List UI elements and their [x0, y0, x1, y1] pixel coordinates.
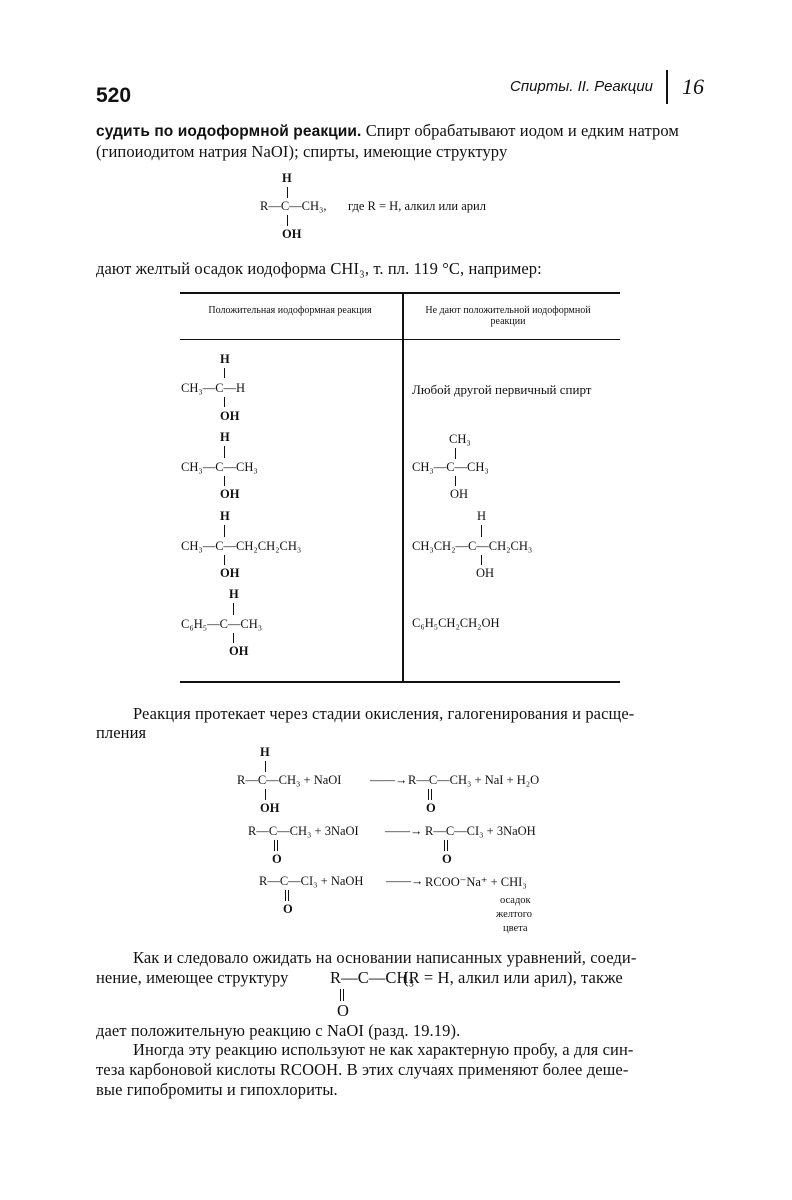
atom-label: O — [442, 852, 452, 866]
atom-label: OH — [220, 487, 240, 501]
equation-left: R—C—CH₃ + NaOI — [237, 773, 342, 787]
bond — [265, 761, 266, 772]
bond — [224, 446, 225, 458]
structure-note: где R = H, алкил или арил — [348, 199, 486, 213]
table-formula: CH₃CH₂—C—CH₂CH₃ — [412, 539, 533, 553]
precipitate-note: желтого — [496, 909, 533, 920]
running-title: Спирты. II. Реакции — [510, 78, 654, 95]
double-bond — [274, 840, 278, 851]
inline-structure: R—C—CH₃ — [330, 968, 415, 987]
bond — [481, 525, 482, 537]
paragraph-line: Реакция протекает через стадии окисления, галогенирования и расще- — [133, 704, 635, 723]
bond — [233, 633, 234, 643]
reaction-arrow: ——→ — [370, 773, 408, 787]
bond — [287, 187, 288, 198]
bond — [224, 397, 225, 407]
equation-left: R—C—CH₃ + 3NaOI — [248, 824, 359, 838]
atom-label: H — [260, 745, 270, 759]
atom-label: O — [337, 1001, 350, 1020]
atom-label: H — [220, 430, 230, 444]
equation-left: R—C—CI₃ + NaOH — [259, 874, 364, 888]
atom-label: H — [229, 587, 239, 601]
equation-right: RCOO⁻Na⁺ + CHI₃ — [425, 875, 527, 889]
atom-label: H — [220, 509, 230, 523]
double-bond — [428, 789, 432, 800]
atom-label: O — [426, 801, 436, 815]
reaction-arrow: ——→ — [385, 824, 423, 838]
equation-right: R—C—CH₃ + NaI + H₂O — [408, 773, 540, 787]
atom-label: OH — [450, 487, 469, 501]
precipitate-note: осадок — [500, 895, 531, 906]
double-bond — [340, 989, 344, 1001]
atom-label: OH — [260, 801, 280, 815]
chapter-number: 16 — [682, 74, 704, 99]
paragraph-line: теза карбоновой кислоты RCOOH. В этих случаях применяют более деше- — [96, 1060, 629, 1079]
atom-label: H — [220, 352, 230, 366]
table-formula: CH₃—C—CH₃ — [412, 460, 489, 474]
paragraph-line: Как и следовало ожидать на основании написанных уравнений, соеди- — [133, 948, 637, 967]
structure-formula: R—C—CH₃, — [260, 199, 327, 213]
atom-label: OH — [220, 566, 240, 580]
header-divider — [666, 70, 668, 104]
double-bond — [444, 840, 448, 851]
table-formula: C₆H₅CH₂CH₂OH — [412, 616, 500, 630]
term-bold: судить по иодоформной реакции. — [96, 123, 362, 140]
paragraph-line: вые гипобромиты и гипохлориты. — [96, 1080, 338, 1099]
table-column-divider — [402, 292, 404, 682]
paragraph-line: Иногда эту реакцию используют не как характерную пробу, а для син- — [133, 1040, 634, 1059]
table-header-col1: Положительная иодоформная реакция — [208, 305, 372, 316]
bond — [455, 448, 456, 459]
paragraph-line: дает положительную реакцию с NaOI (разд. 19.19). — [96, 1021, 461, 1040]
bond — [481, 555, 482, 565]
atom-label: OH — [220, 409, 240, 423]
bond — [224, 476, 225, 486]
double-bond — [285, 890, 289, 901]
paragraph-line: пления — [96, 723, 147, 742]
bond — [233, 603, 234, 615]
table-formula: CH₃—C—H — [181, 381, 246, 395]
paragraph-line: нение, имеющее структуру — [96, 968, 289, 987]
table-header-col2: Не дают положительной иодоформной реакции — [425, 305, 591, 327]
bond — [224, 368, 225, 378]
table-formula: CH₃—C—CH₃ — [181, 460, 258, 474]
equation-right: R—C—CI₃ + 3NaOH — [425, 824, 536, 838]
atom-label: H — [477, 509, 487, 523]
reaction-arrow: ——→ — [386, 874, 424, 888]
atom-label: OH — [229, 644, 249, 658]
table-formula: CH₃—C—CH₂CH₂CH₃ — [181, 539, 302, 553]
table-formula: C₆H₅—C—CH₃ — [181, 617, 263, 631]
paragraph-line: судить по иодоформной реакции. Спирт обрабатывают иодом и едким натром — [96, 121, 679, 140]
bond — [287, 215, 288, 226]
atom-label: CH₃ — [449, 432, 471, 446]
precipitate-note: цвета — [503, 923, 528, 934]
paragraph-line: (гипоиодитом натрия NaOI); спирты, имеющие структуру — [96, 142, 508, 161]
table-bottom-rule — [180, 681, 620, 683]
paragraph-line: дают желтый осадок иодоформа CHI₃, т. пл. 119 °C, например: — [96, 259, 542, 278]
table-header-rule — [180, 339, 620, 340]
atom-label: O — [283, 902, 293, 916]
bond — [224, 555, 225, 565]
bond — [455, 476, 456, 486]
paragraph-line: (R = H, алкил или арил), также — [403, 968, 623, 987]
atom-label: O — [272, 852, 282, 866]
atom-label: OH — [476, 566, 495, 580]
page-number: 520 — [96, 84, 132, 107]
atom-label: OH — [282, 227, 302, 241]
table-text: Любой другой первичный спирт — [412, 382, 592, 397]
table-top-rule — [180, 292, 620, 294]
atom-label: H — [282, 171, 292, 185]
bond — [265, 789, 266, 800]
bond — [224, 525, 225, 537]
